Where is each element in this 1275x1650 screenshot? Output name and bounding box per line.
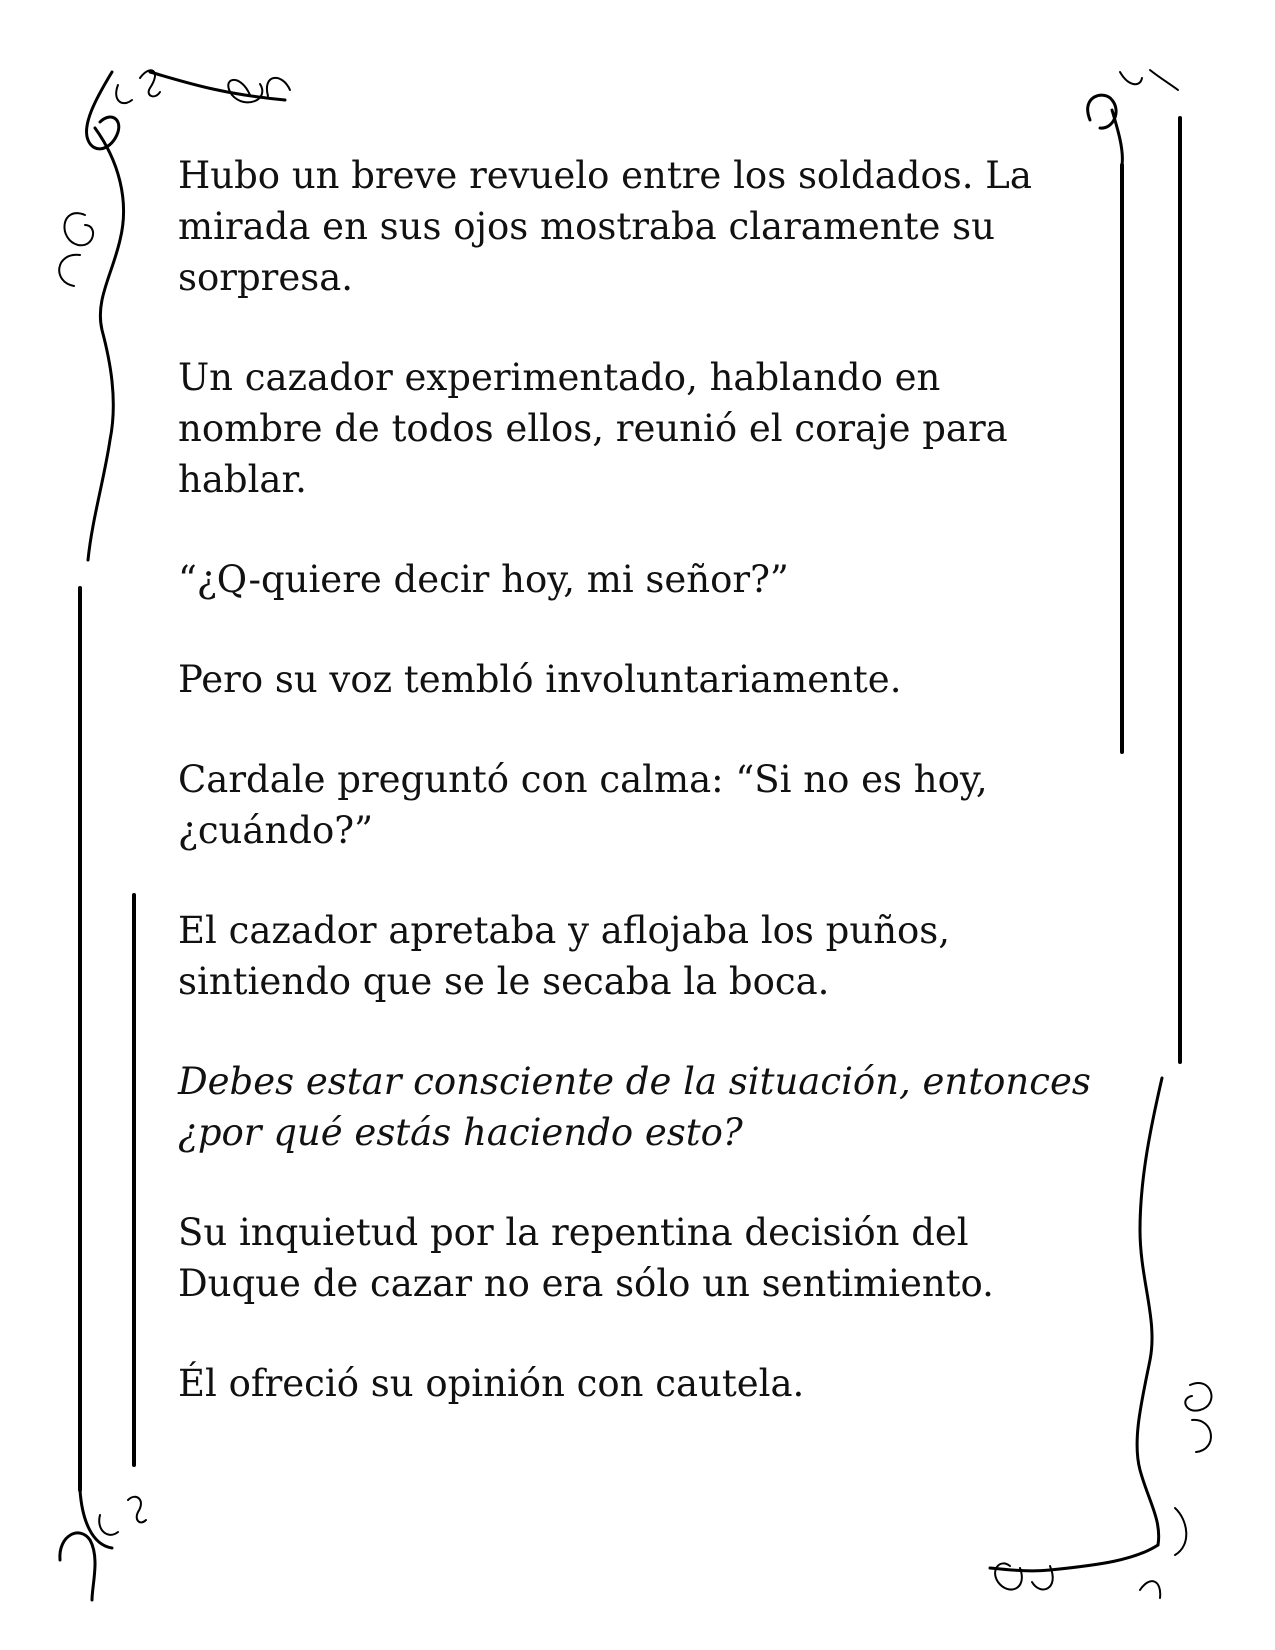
paragraph: Pero su voz tembló involuntariamente. <box>178 658 902 701</box>
paragraph-italic-thought: Debes estar consciente de la situación, entonces ¿por qué estás haciendo esto? <box>178 1060 1091 1154</box>
paragraph: Él ofreció su opinión con cautela. <box>178 1362 805 1405</box>
paragraph: El cazador apretaba y aflojaba los puños, sintiendo que se le secaba la boca. <box>178 909 951 1003</box>
paragraph: Su inquietud por la repentina decisión del Duque de cazar no era sólo un sentimiento. <box>178 1211 994 1305</box>
paragraph: Cardale preguntó con calma: “Si no es hoy, ¿cuándo?” <box>178 758 988 852</box>
body-text <box>178 150 1118 1458</box>
paragraph: Hubo un breve revuelo entre los soldados. La mirada en sus ojos mostraba claramente su sorpresa. <box>178 154 1032 299</box>
paragraph: “¿Q-quiere decir hoy, mi señor?” <box>178 558 789 601</box>
paragraph: Un cazador experimentado, hablando en nombre de todos ellos, reunió el coraje para hablar. <box>178 356 1008 501</box>
bottom-left-flourish-icon <box>60 1490 146 1600</box>
